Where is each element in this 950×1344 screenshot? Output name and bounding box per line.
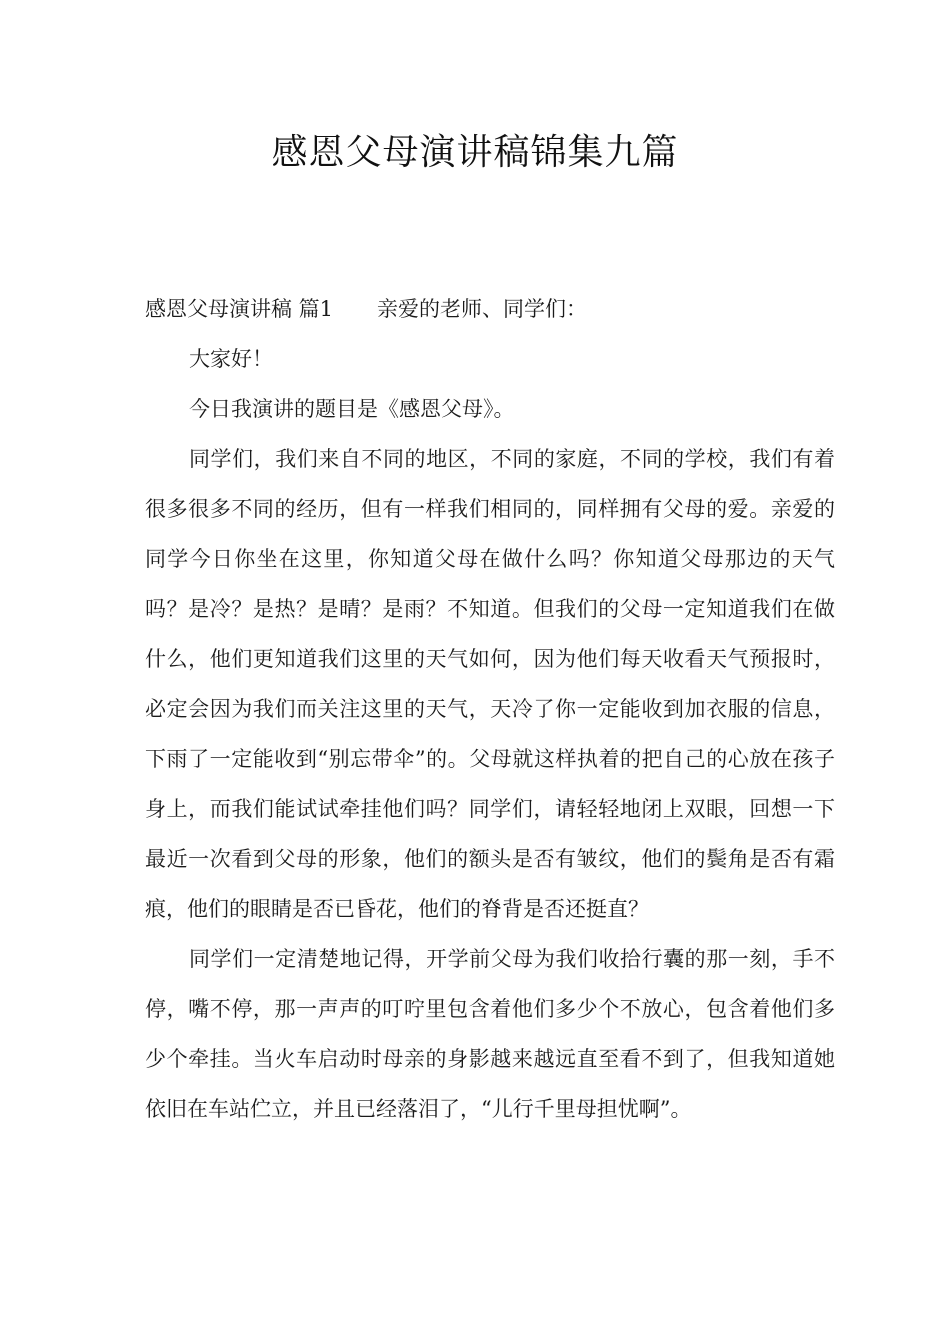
section-heading-line <box>145 284 835 334</box>
salutation: 亲爱的老师、同学们： <box>377 297 588 321</box>
section-heading: 感恩父母演讲稿 篇1 <box>145 297 334 321</box>
paragraph-body-1: 同学们，我们来自不同的地区，不同的家庭，不同的学校，我们有着很多很多不同的经历，但有一样我们相同的，同样拥有父母的爱。亲爱的同学今日你坐在这里，你知道父母在做什么吗？你知道父母那边的天气吗？是冷？是热？是晴？是雨？不知道。但我们的父母一定知道我们在做什么，他们更知道我们这里的天气如何，因为他们每天收看天气预报时，必定会因为我们而关注这里的天气，天冷了你一定能收到加衣服的信息，下雨了一定能收到“别忘带伞”的。父母就这样执着的把自己的心放在孩子身上，而我们能试试牵挂他们吗？同学们，请轻轻地闭上双眼，回想一下最近一次看到父母的形象，他们的额头是否有皱纹，他们的鬓角是否有霜痕，他们的眼睛是否已昏花，他们的脊背是否还挺直？ <box>145 447 835 921</box>
document-title: 感恩父母演讲稿锦集九篇 <box>271 132 679 173</box>
paragraph-topic: 今日我演讲的题目是《感恩父母》。 <box>189 397 515 421</box>
document-body <box>145 284 835 1134</box>
paragraph-body-2: 同学们一定清楚地记得，开学前父母为我们收拾行囊的那一刻，手不停，嘴不停，那一声声的叮咛里包含着他们多少个不放心，包含着他们多少个牵挂。当火车启动时母亲的身影越来越远直至看不到了，但我知道她依旧在车站伫立，并且已经落泪了，“儿行千里母担忧啊”。 <box>145 947 835 1121</box>
paragraph-greeting: 大家好！ <box>189 347 273 371</box>
